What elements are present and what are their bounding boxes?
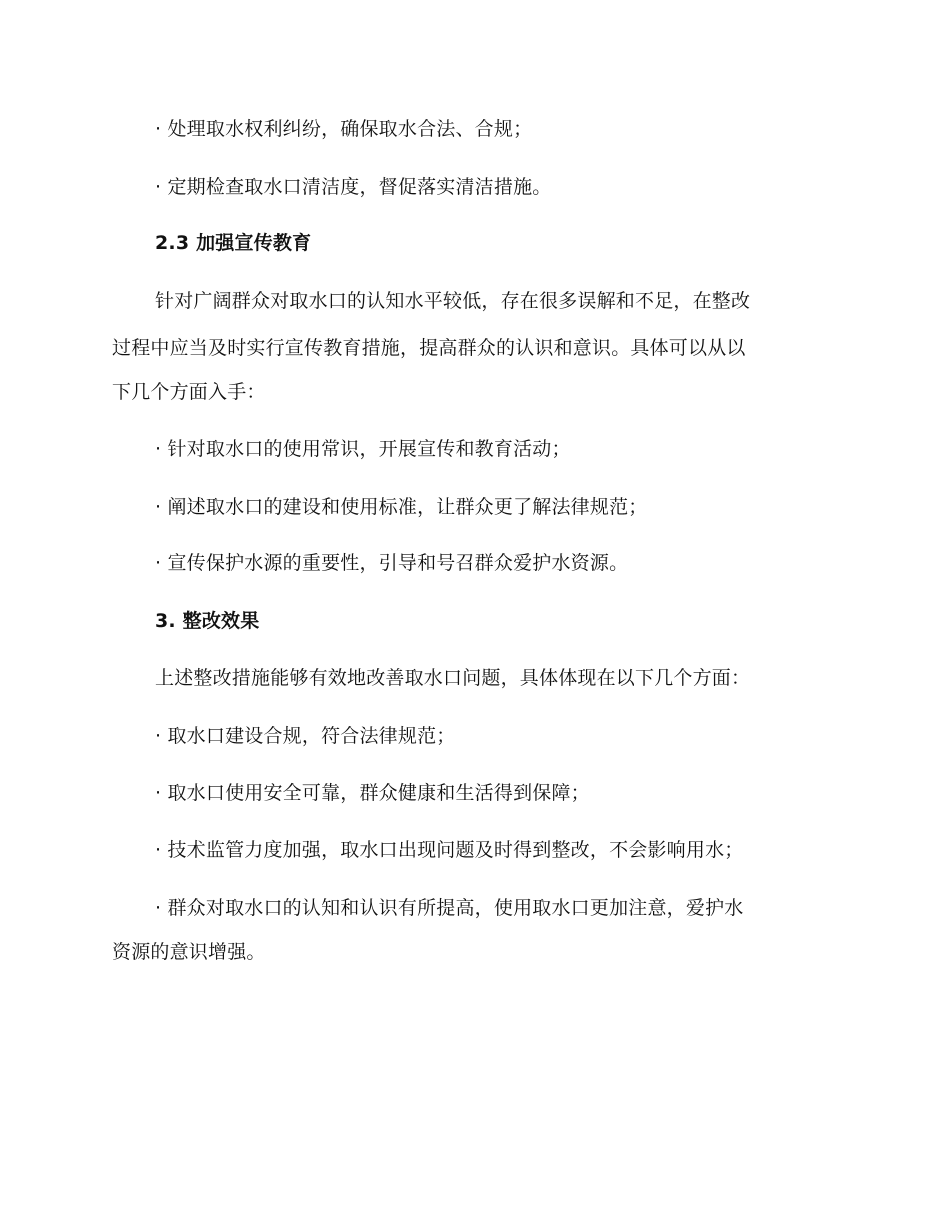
bullet-item: · 处理取水权利纠纷，确保取水合法、合规；: [155, 118, 533, 140]
paragraph-line: 过程中应当及时实行宣传教育措施，提高群众的认识和意识。具体可以从以: [112, 337, 746, 359]
paragraph-line: 针对广阔群众对取水口的认知水平较低，存在很多误解和不足，在整改: [155, 290, 751, 312]
paragraph-line: 下几个方面入手：: [112, 381, 266, 403]
bullet-item: · 取水口使用安全可靠，群众健康和生活得到保障；: [155, 782, 590, 804]
bullet-item: · 宣传保护水源的重要性，引导和号召群众爱护水资源。: [155, 552, 629, 574]
section-heading-3: 3. 整改效果: [155, 610, 260, 632]
bullet-item: · 定期检查取水口清洁度，督促落实清洁措施。: [155, 176, 552, 198]
section-heading-2-3: 2.3 加强宣传教育: [155, 232, 312, 254]
bullet-item: · 针对取水口的使用常识，开展宣传和教育活动；: [155, 438, 571, 460]
bullet-item-continuation: 资源的意识增强。: [112, 941, 266, 963]
paragraph-line: 上述整改措施能够有效地改善取水口问题，具体体现在以下几个方面：: [155, 667, 751, 689]
bullet-item: · 技术监管力度加强，取水口出现问题及时得到整改，不会影响用水；: [155, 839, 744, 861]
bullet-item: · 阐述取水口的建设和使用标准，让群众更了解法律规范；: [155, 496, 648, 518]
bullet-item: · 取水口建设合规，符合法律规范；: [155, 725, 456, 747]
bullet-item: · 群众对取水口的认知和认识有所提高，使用取水口更加注意，爱护水: [155, 897, 744, 919]
